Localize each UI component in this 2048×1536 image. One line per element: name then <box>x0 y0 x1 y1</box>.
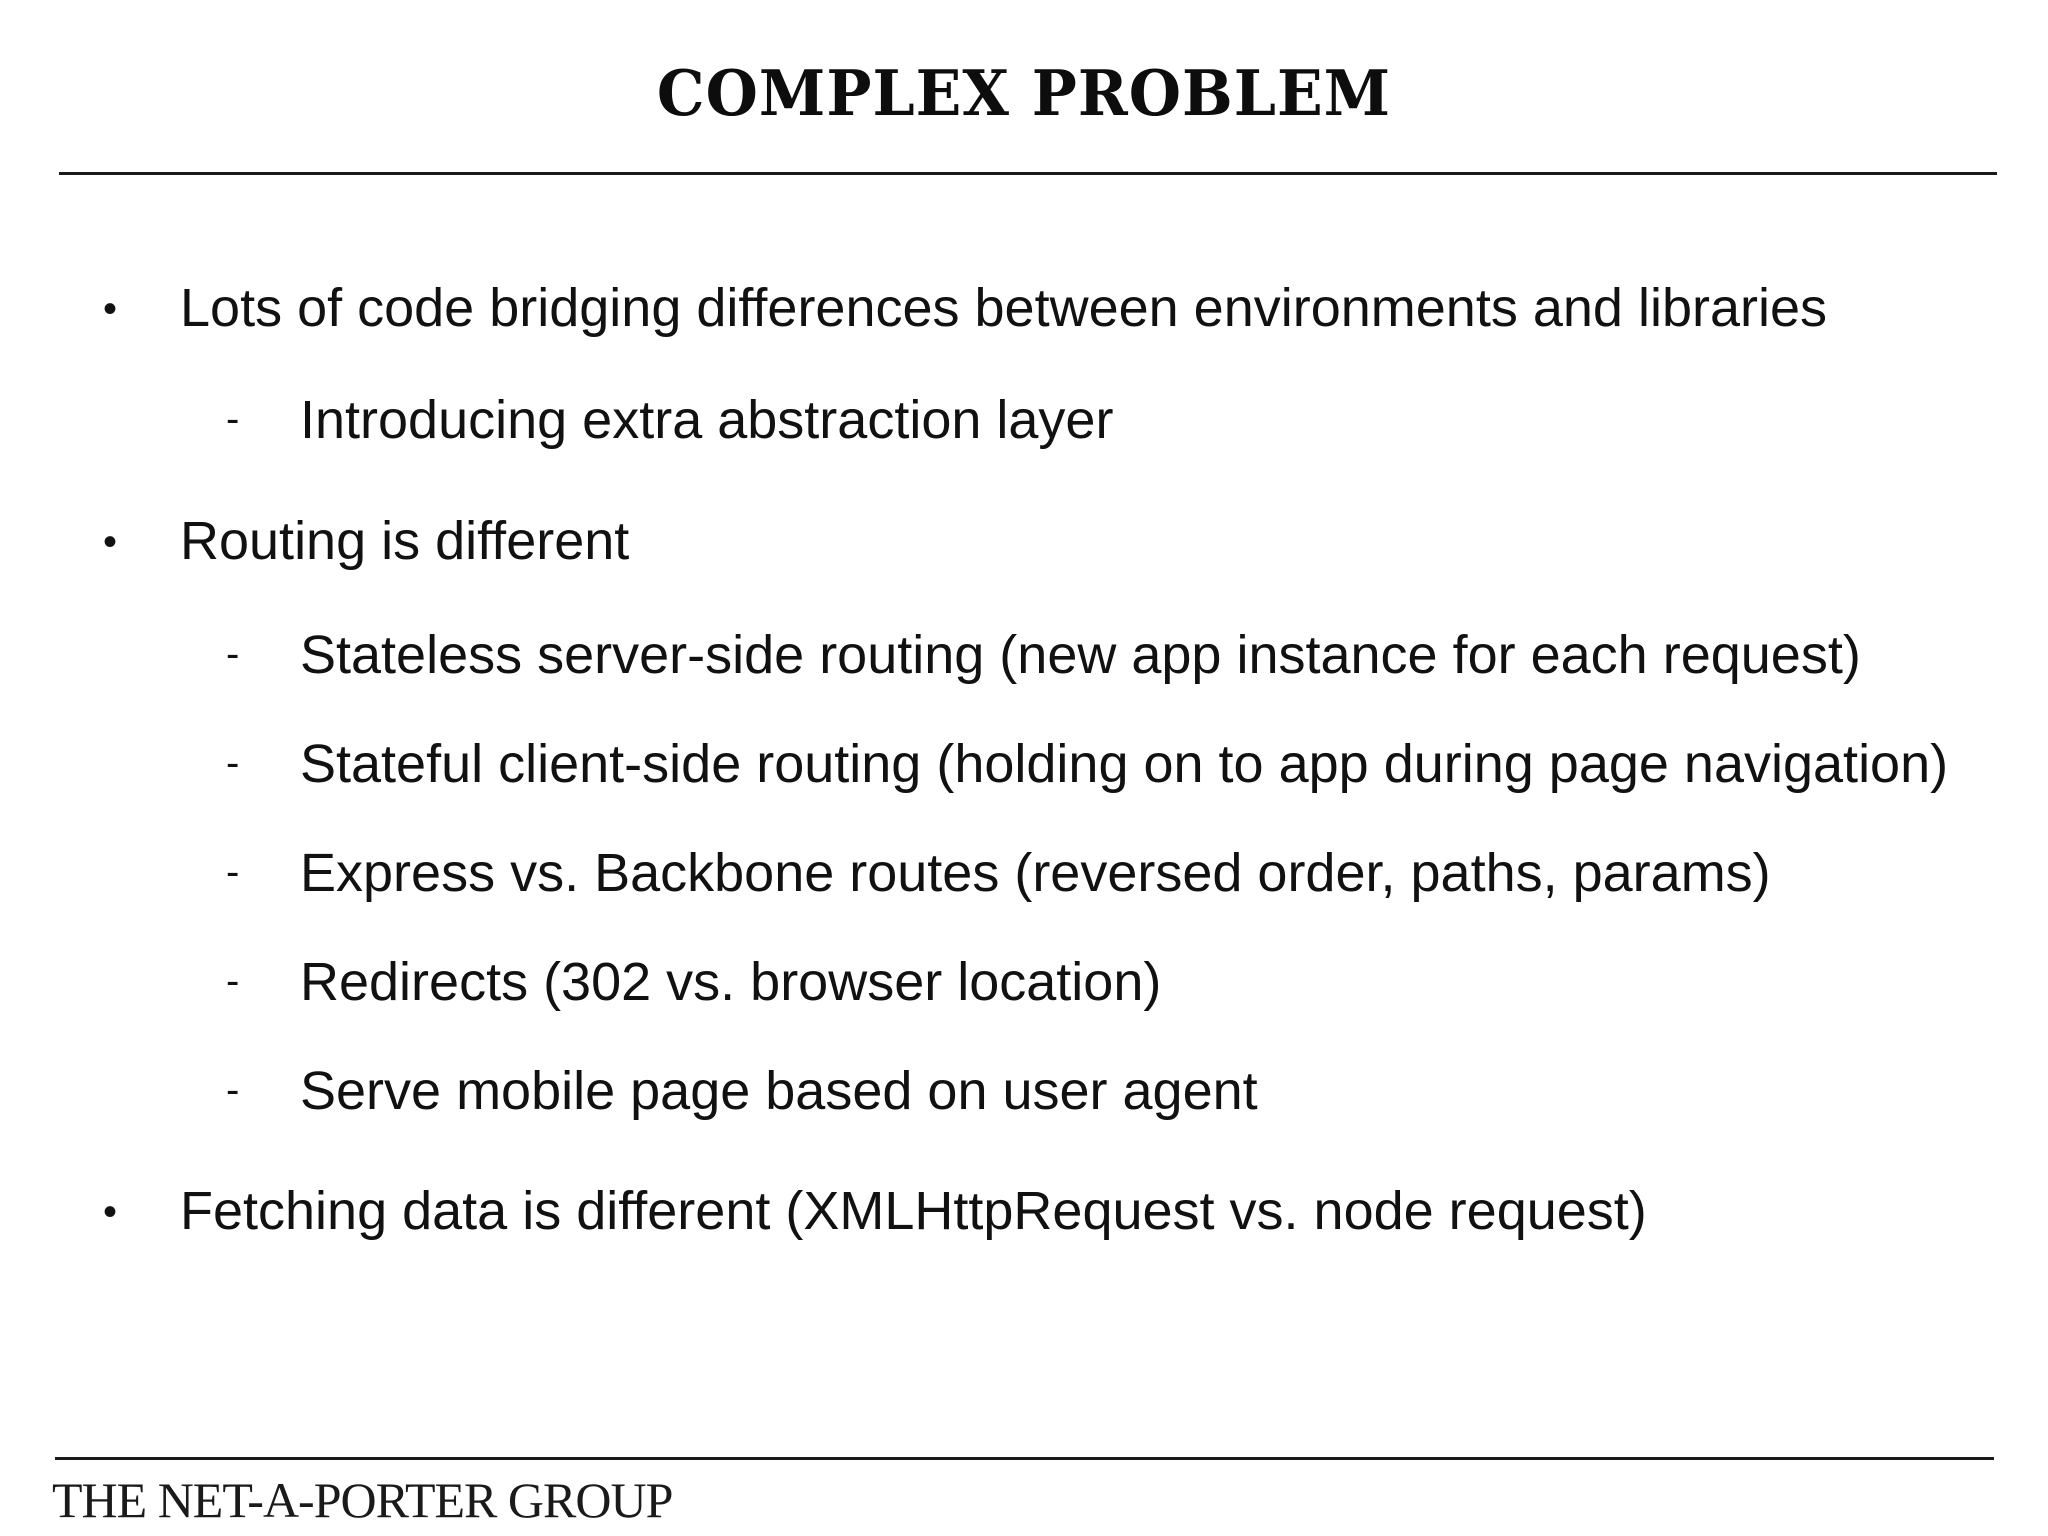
dash-marker: - <box>226 632 240 676</box>
bullet-item: Lots of code bridging differences between environments and libraries <box>180 278 1827 338</box>
sub-item: Introducing extra abstraction layer <box>300 390 1114 450</box>
slide-title: COMPLEX PROBLEM <box>656 57 1392 131</box>
bullet-marker: • <box>103 520 118 564</box>
company-logo: THE NET-A-PORTER GROUP <box>52 1472 673 1528</box>
sub-item: Stateless server-side routing (new app instance for each request) <box>300 625 1861 685</box>
footer-divider <box>55 1457 1994 1460</box>
bullet-item: Fetching data is different (XMLHttpRequest vs. node request) <box>180 1181 1647 1241</box>
dash-marker: - <box>226 397 240 441</box>
sub-item: Stateful client-side routing (holding on to app during page navigation) <box>300 734 1949 794</box>
dash-marker: - <box>226 850 240 894</box>
dash-marker: - <box>226 959 240 1003</box>
sub-item: Express vs. Backbone routes (reversed order, paths, params) <box>300 843 1771 903</box>
dash-marker: - <box>226 741 240 785</box>
bullet-item: Routing is different <box>180 511 630 571</box>
sub-item: Serve mobile page based on user agent <box>300 1061 1258 1121</box>
bullet-marker: • <box>103 287 118 331</box>
dash-marker: - <box>226 1068 240 1112</box>
bullet-marker: • <box>103 1190 118 1234</box>
sub-item: Redirects (302 vs. browser location) <box>300 952 1162 1012</box>
